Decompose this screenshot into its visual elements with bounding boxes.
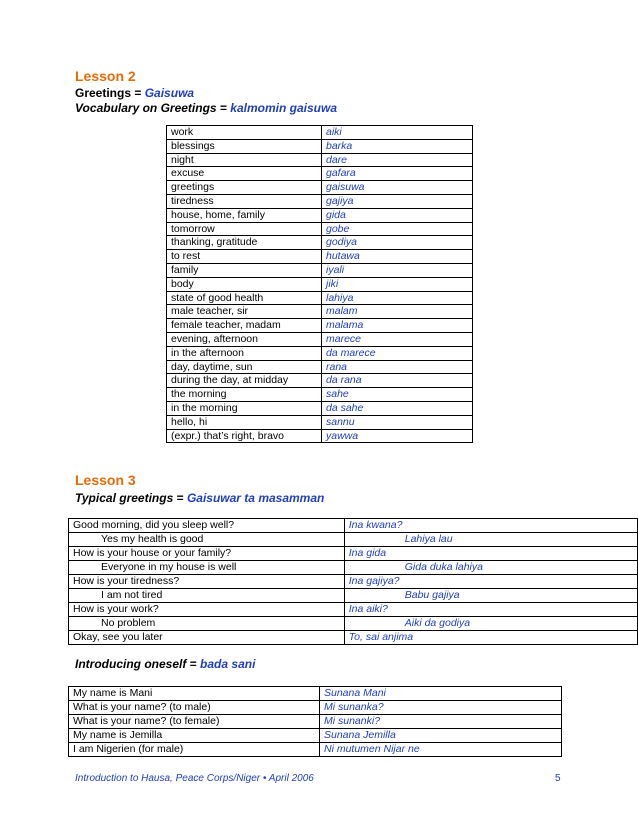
hausa-cell: Aiki da godiya (344, 617, 637, 631)
hausa-cell: Ina gajiya? (344, 575, 637, 589)
table-row (167, 126, 473, 140)
table-row (167, 222, 473, 236)
english-cell: tiredness (167, 194, 322, 208)
english-cell: during the day, at midday (167, 374, 322, 388)
lesson-3-title: Lesson 3 (75, 472, 136, 488)
table-row (167, 194, 473, 208)
hausa-cell: gida (322, 208, 473, 222)
equals-sign: = (134, 86, 142, 100)
table-row (167, 401, 473, 415)
english-cell: Good morning, did you sleep well? (69, 519, 345, 533)
english-cell: Everyone in my house is well (69, 561, 345, 575)
hausa-cell: To, sai anjima (344, 631, 637, 645)
greetings-table (68, 518, 638, 645)
greetings-hausa: Gaisuwa (144, 86, 195, 100)
english-cell: thanking, gratitude (167, 236, 322, 250)
english-cell: day, daytime, sun (167, 360, 322, 374)
typical-greetings-heading (75, 491, 324, 505)
table-row (69, 547, 638, 561)
hausa-cell: lahiya (322, 291, 473, 305)
english-cell: tomorrow (167, 222, 322, 236)
table-row (167, 305, 473, 319)
table-row (69, 603, 638, 617)
english-cell: How is your tiredness? (69, 575, 345, 589)
hausa-cell: da sahe (322, 401, 473, 415)
vocab-hausa: kalmomin gaisuwa (230, 101, 337, 115)
english-cell: in the morning (167, 401, 322, 415)
hausa-cell: Babu gajiya (344, 589, 637, 603)
hausa-cell: godiya (322, 236, 473, 250)
table-row (167, 319, 473, 333)
typical-greetings-hausa: Gaisuwar ta masamman (186, 491, 325, 505)
hausa-cell: Ni mutumen Nijar ne (320, 743, 562, 757)
table-row (167, 374, 473, 388)
hausa-cell: jiki (322, 277, 473, 291)
typical-greetings-label: Typical greetings (75, 491, 174, 505)
english-cell: male teacher, sir (167, 305, 322, 319)
english-cell: to rest (167, 250, 322, 264)
page-number: 5 (555, 773, 561, 784)
english-cell: I am Nigerien (for male) (69, 743, 320, 757)
hausa-cell: Sunana Mani (320, 687, 562, 701)
english-cell: How is your house or your family? (69, 547, 345, 561)
table-row (167, 415, 473, 429)
english-cell: What is your name? (to female) (69, 715, 320, 729)
english-cell: greetings (167, 181, 322, 195)
english-cell: blessings (167, 139, 322, 153)
hausa-cell: yawwa (322, 429, 473, 443)
english-cell: (expr.) that’s right, bravo (167, 429, 322, 443)
table-row (69, 561, 638, 575)
vocab-heading (75, 101, 337, 115)
hausa-cell: sahe (322, 388, 473, 402)
english-cell: hello, hi (167, 415, 322, 429)
table-row (69, 715, 562, 729)
hausa-cell: Ina aiki? (344, 603, 637, 617)
english-cell: Yes my health is good (69, 533, 345, 547)
english-cell: My name is Mani (69, 687, 320, 701)
table-row (69, 519, 638, 533)
hausa-cell: Gida duka lahiya (344, 561, 637, 575)
hausa-cell: Lahiya lau (344, 533, 637, 547)
hausa-cell: Mi sunanki? (320, 715, 562, 729)
table-row (167, 277, 473, 291)
table-row (167, 167, 473, 181)
table-row (167, 388, 473, 402)
table-row (69, 589, 638, 603)
table-row (69, 729, 562, 743)
english-cell: I am not tired (69, 589, 345, 603)
english-cell: family (167, 263, 322, 277)
introductions-table (68, 686, 562, 757)
english-cell: No problem (69, 617, 345, 631)
table-row (167, 208, 473, 222)
hausa-cell: marece (322, 332, 473, 346)
english-cell: evening, afternoon (167, 332, 322, 346)
introducing-label: Introducing oneself (75, 657, 187, 671)
hausa-cell: rana (322, 360, 473, 374)
hausa-cell: malama (322, 319, 473, 333)
hausa-cell: aiki (322, 126, 473, 140)
english-cell: Okay, see you later (69, 631, 345, 645)
table-row (167, 291, 473, 305)
greetings-heading (75, 86, 194, 100)
vocab-label: Vocabulary on Greetings (75, 101, 217, 115)
english-cell: in the afternoon (167, 346, 322, 360)
hausa-cell: gajiya (322, 194, 473, 208)
table-row (69, 701, 562, 715)
table-row (167, 429, 473, 443)
hausa-cell: Sunana Jemilla (320, 729, 562, 743)
hausa-cell: gafara (322, 167, 473, 181)
english-cell: What is your name? (to male) (69, 701, 320, 715)
hausa-cell: iyali (322, 263, 473, 277)
table-row (167, 263, 473, 277)
table-row (69, 575, 638, 589)
introducing-hausa: bada sani (200, 657, 256, 671)
table-row (69, 533, 638, 547)
english-cell: the morning (167, 388, 322, 402)
greetings-label: Greetings (75, 86, 132, 100)
hausa-cell: sannu (322, 415, 473, 429)
table-row (69, 631, 638, 645)
table-row (69, 617, 638, 631)
equals-sign: = (189, 657, 197, 671)
english-cell: female teacher, madam (167, 319, 322, 333)
equals-sign: = (219, 101, 227, 115)
english-cell: excuse (167, 167, 322, 181)
hausa-cell: gaisuwa (322, 181, 473, 195)
equals-sign: = (176, 491, 184, 505)
english-cell: work (167, 126, 322, 140)
table-row (167, 181, 473, 195)
english-cell: My name is Jemilla (69, 729, 320, 743)
table-row (167, 139, 473, 153)
hausa-cell: gobe (322, 222, 473, 236)
hausa-cell: malam (322, 305, 473, 319)
table-row (167, 250, 473, 264)
introducing-heading (75, 657, 255, 671)
hausa-cell: da marece (322, 346, 473, 360)
table-row (167, 346, 473, 360)
hausa-cell: hutawa (322, 250, 473, 264)
table-row (167, 153, 473, 167)
hausa-cell: Mi sunanka? (320, 701, 562, 715)
hausa-cell: barka (322, 139, 473, 153)
table-row (69, 743, 562, 757)
hausa-cell: Ina kwana? (344, 519, 637, 533)
hausa-cell: Ina gida (344, 547, 637, 561)
page-footer: Introduction to Hausa, Peace Corps/Niger • April 2006 (75, 773, 314, 784)
hausa-cell: dare (322, 153, 473, 167)
table-row (69, 687, 562, 701)
table-row (167, 236, 473, 250)
vocabulary-table (166, 125, 473, 443)
table-row (167, 332, 473, 346)
hausa-cell: da rana (322, 374, 473, 388)
english-cell: How is your work? (69, 603, 345, 617)
table-row (167, 360, 473, 374)
english-cell: state of good health (167, 291, 322, 305)
english-cell: body (167, 277, 322, 291)
english-cell: house, home, family (167, 208, 322, 222)
lesson-2-title: Lesson 2 (75, 68, 136, 84)
english-cell: night (167, 153, 322, 167)
